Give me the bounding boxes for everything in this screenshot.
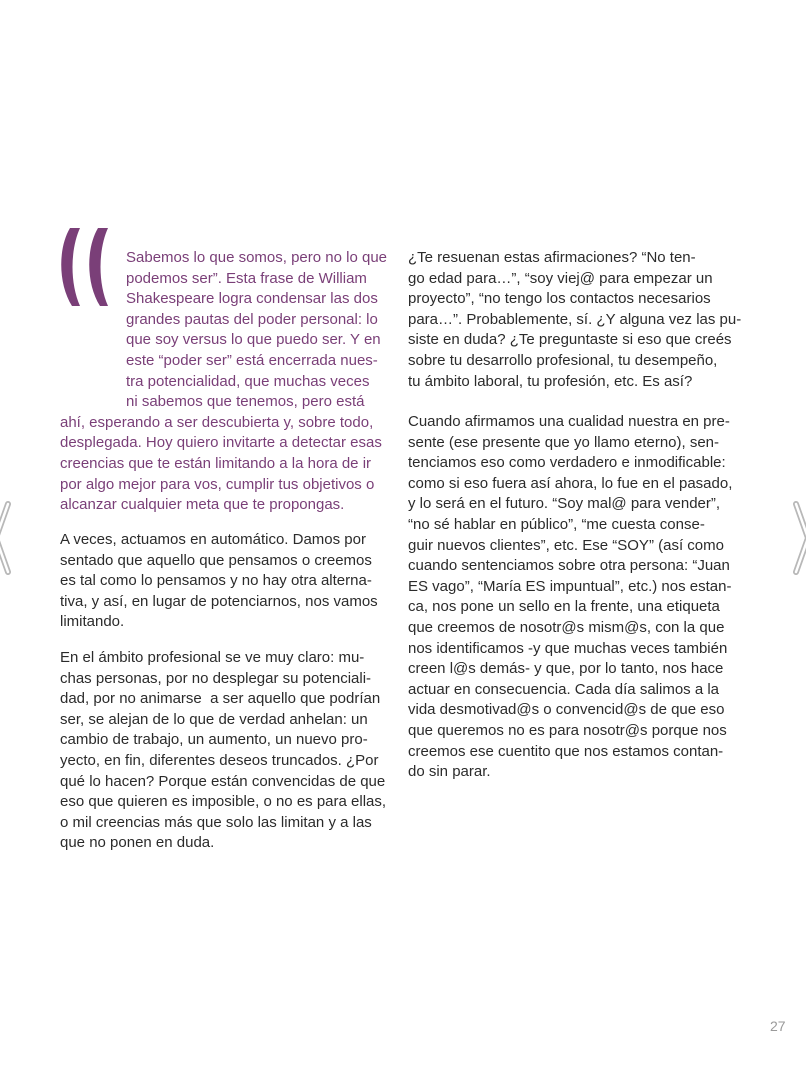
open-quote-icon [56, 222, 120, 312]
paragraph-line: actuar en consecuencia. Cada día salimos a la [408, 680, 720, 698]
paragraph-line: que no ponen en duda. [60, 834, 215, 852]
paragraph-line: dad, por no animarse a ser aquello que podrían [60, 690, 381, 708]
pull-quote-line: ni sabemos que tenemos, pero está [126, 393, 365, 411]
paragraph-line: sobre tu desarrollo profesional, tu desempeño, [408, 352, 718, 369]
pull-quote-line: por algo mejor para vos, cumplir tus objetivos o [60, 475, 375, 493]
paragraph-line: sentado que aquello que pensamos o creemos [60, 551, 372, 569]
paragraph-line: “no sé hablar en público”, “me cuesta conse- [408, 516, 705, 533]
paragraph-line: chas personas, por no desplegar su potenciali- [60, 669, 372, 687]
pull-quote-line: alcanzar cualquier meta que te propongas. [60, 496, 345, 514]
paragraph-line: y lo será en el futuro. “Soy mal@ para vender”, [408, 495, 721, 513]
paragraph-line: go edad para…”, “soy viej@ para empezar un [408, 269, 713, 287]
paragraph-line: sente (ese presente que yo llamo eterno), sen- [408, 433, 720, 451]
paragraph-line: tenciamos eso como verdadero e inmodificable: [408, 454, 726, 472]
paragraph-line: ¿Te resuenan estas afirmaciones? “No ten- [408, 249, 696, 266]
pull-quote-line: este “poder ser” está encerrada nues- [126, 352, 378, 369]
paragraph-line: como si eso fuera así ahora, lo fue en el pasado, [408, 474, 733, 492]
chevron-left-icon[interactable] [0, 500, 14, 576]
paragraph-line: ES vago”, “María ES impuntual”, etc.) nos estan- [408, 577, 732, 595]
paragraph-line: Cuando afirmamos una cualidad nuestra en pre- [408, 413, 730, 430]
paragraph-line: proyecto”, “no tengo los contactos necesarios [408, 290, 711, 308]
pull-quote-line: Sabemos lo que somos, pero no lo que [126, 249, 387, 266]
paragraph-line: que queremos no es para nosotr@s porque nos [408, 722, 727, 739]
paragraph-line: limitando. [60, 613, 125, 631]
paragraph-line: que creemos de nosotr@s mism@s, con la que [408, 619, 725, 636]
paragraph-line: yecto, en fin, diferentes deseos truncados. ¿Por [60, 752, 379, 769]
paragraph-line: eso que quieren es imposible, o no es para ellas, [60, 793, 387, 811]
paragraph-line: o mil creencias más que solo las limitan y a las [60, 813, 372, 831]
paragraph-line: A veces, actuamos en automático. Damos por [60, 531, 366, 548]
paragraph-line: creemos ese cuentito que nos estamos contan- [408, 742, 724, 760]
paragraph-line: ser, se alejan de lo que de verdad anhelan: un [60, 710, 368, 728]
paragraph-line: qué lo hacen? Porque están convencidas de que [60, 772, 386, 790]
paragraph-line: do sin parar. [408, 763, 491, 781]
paragraph-line: es tal como lo pensamos y no hay otra alterna- [60, 572, 372, 590]
paragraph-line: nos identificamos -y que muchas veces también [408, 639, 728, 657]
pull-quote-line: grandes pautas del poder personal: lo [126, 310, 378, 328]
paragraph-line: para…”. Probablemente, sí. ¿Y alguna vez las pu- [408, 310, 742, 328]
pull-quote-line: desplegada. Hoy quiero invitarte a detectar esas [60, 434, 382, 452]
pull-quote-line: que soy versus lo que puedo ser. Y en [126, 331, 381, 349]
paragraph-line: cuando sentenciamos sobre otra persona: “Juan [408, 557, 730, 575]
paragraph-line: creen l@s demás- y que, por lo tanto, nos hace [408, 660, 724, 678]
paragraph-line: cambio de trabajo, un aumento, un nuevo pro- [60, 731, 368, 749]
pull-quote-line: Shakespeare logra condensar las dos [126, 290, 378, 308]
paragraph-line: guir nuevos clientes”, etc. Ese “SOY” (así como [408, 536, 724, 554]
paragraph-line: vida desmotivad@s o convencid@s de que eso [408, 701, 725, 719]
page-number: 27 [770, 1018, 786, 1034]
pull-quote-line: ahí, esperando a ser descubierta y, sobre todo, [60, 413, 374, 431]
pull-quote-line: tra potencialidad, que muchas veces [126, 372, 370, 390]
paragraph-line: En el ámbito profesional se ve muy claro: mu- [60, 649, 365, 666]
paragraph-line: ca, nos pone un sello en la frente, una etiqueta [408, 598, 720, 616]
paragraph-line: siste en duda? ¿Te preguntaste si eso que creés [408, 331, 732, 349]
pull-quote-line: creencias que te están limitando a la hora de ir [60, 455, 372, 472]
chevron-right-icon[interactable] [790, 500, 806, 576]
paragraph-line: tiva, y así, en lugar de potenciarnos, nos vamos [60, 592, 378, 610]
pull-quote-line: podemos ser”. Esta frase de William [126, 269, 367, 287]
paragraph-line: tu ámbito laboral, tu profesión, etc. Es así? [408, 372, 693, 390]
